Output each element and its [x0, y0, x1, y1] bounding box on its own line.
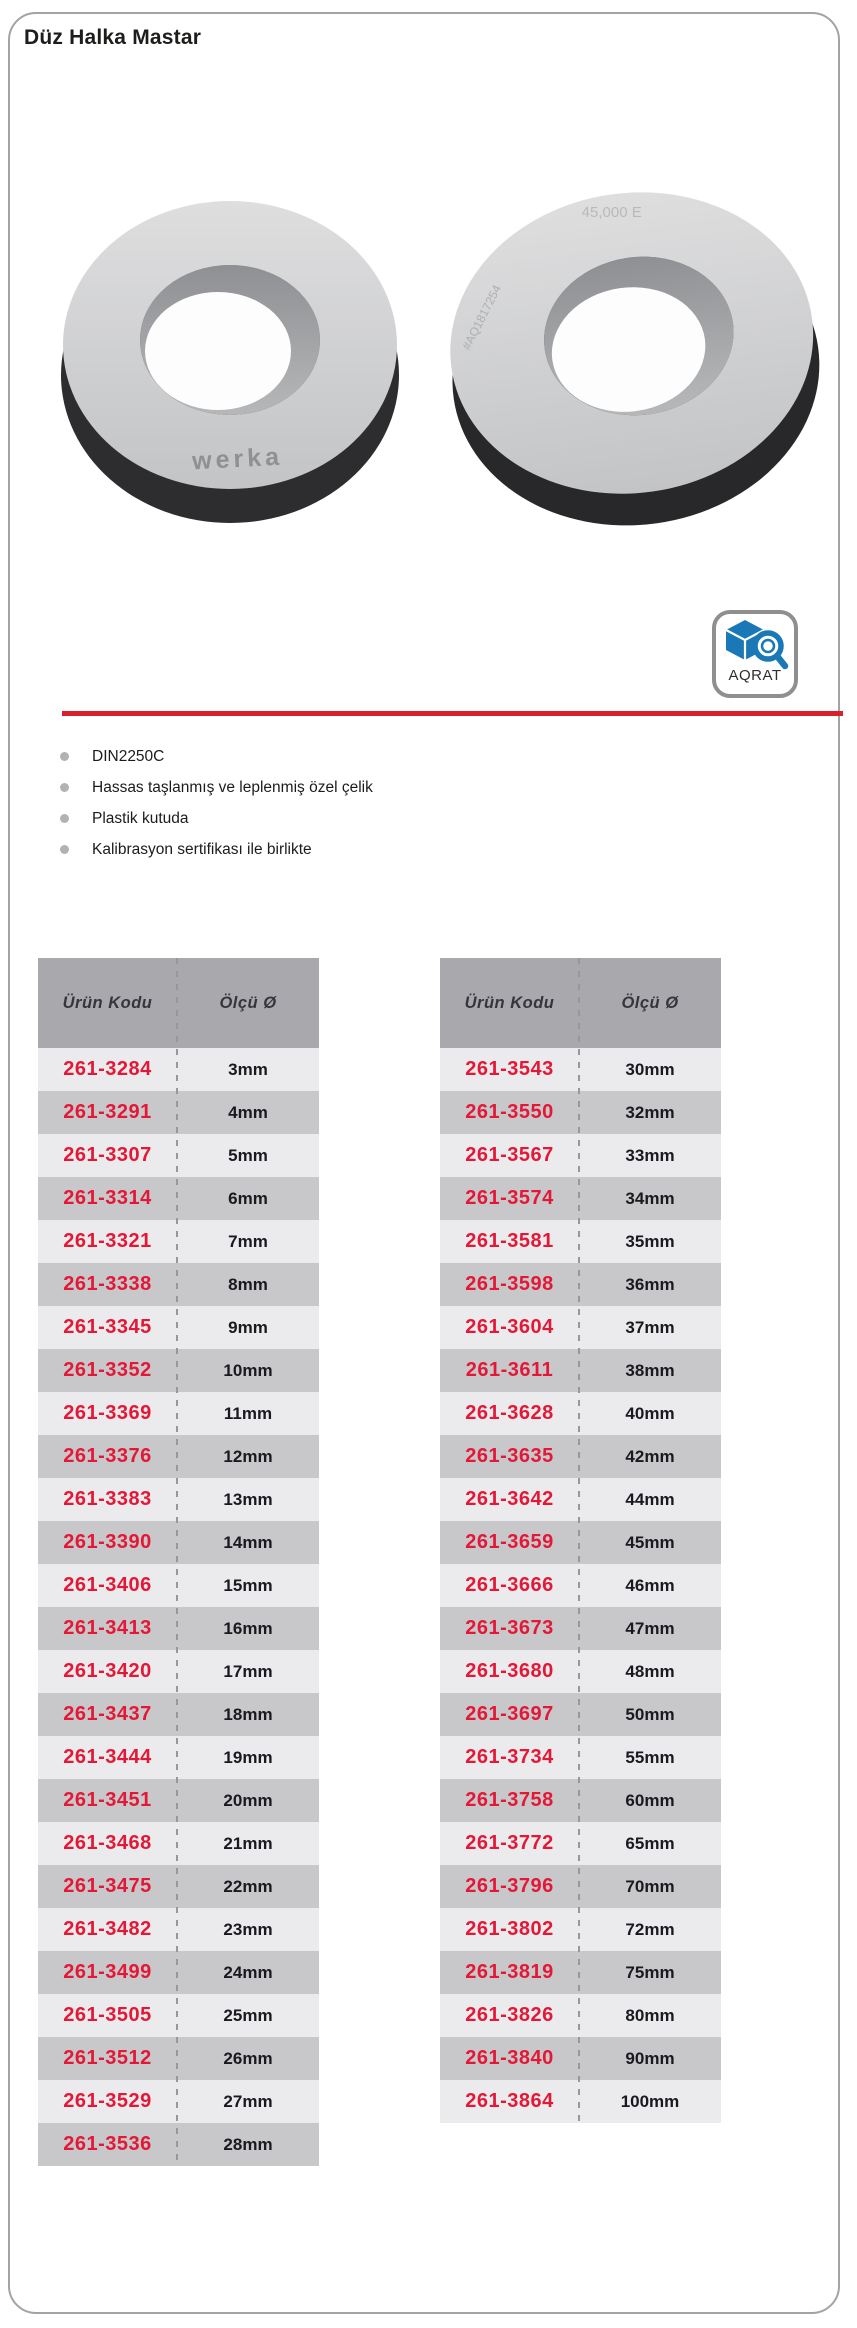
size-value: 90mm	[625, 2048, 675, 2068]
bullet-icon	[60, 783, 69, 792]
product-code: 261-3611	[465, 1359, 554, 1381]
product-code: 261-3581	[465, 1230, 554, 1252]
table-row	[38, 1994, 319, 2037]
table-row	[38, 1521, 319, 1564]
size-value: 72mm	[625, 1919, 675, 1939]
table-row	[440, 1392, 721, 1435]
size-value: 6mm	[228, 1188, 268, 1208]
table-row	[440, 1478, 721, 1521]
size-value: 17mm	[223, 1661, 273, 1681]
size-value: 18mm	[223, 1704, 273, 1724]
ring-brand-text: werka	[191, 442, 284, 476]
product-code: 261-3628	[465, 1402, 554, 1424]
product-code: 261-3536	[63, 2133, 152, 2155]
table-row	[38, 1478, 319, 1521]
product-code: 261-3291	[63, 1101, 152, 1123]
product-code: 261-3758	[465, 1789, 554, 1811]
size-value: 45mm	[625, 1532, 675, 1552]
product-code: 261-3697	[465, 1703, 554, 1725]
size-value: 9mm	[228, 1317, 268, 1337]
table-row	[38, 1865, 319, 1908]
product-code: 261-3321	[63, 1230, 152, 1252]
size-value: 35mm	[625, 1231, 675, 1251]
column-separator	[176, 958, 178, 2166]
table-row	[440, 1521, 721, 1564]
table-row	[38, 2080, 319, 2123]
table-row	[440, 1865, 721, 1908]
feature-text: DIN2250C	[92, 747, 165, 765]
product-code: 261-3307	[63, 1144, 152, 1166]
size-value: 55mm	[625, 1747, 675, 1767]
product-table-right	[440, 958, 721, 2123]
product-code: 261-3390	[63, 1531, 152, 1553]
size-value: 30mm	[625, 1059, 675, 1079]
table-row	[38, 1048, 319, 1091]
table-body	[38, 1048, 319, 2166]
size-value: 60mm	[625, 1790, 675, 1810]
table-row	[38, 1306, 319, 1349]
table-row	[38, 1392, 319, 1435]
feature-item	[60, 741, 373, 772]
ring-gauge-right	[429, 169, 830, 549]
product-code: 261-3338	[63, 1273, 152, 1295]
table-body	[440, 1048, 721, 2123]
product-code: 261-3529	[63, 2090, 152, 2112]
size-value: 44mm	[625, 1489, 675, 1509]
table-row	[440, 1994, 721, 2037]
bullet-icon	[60, 752, 69, 761]
feature-text: Plastik kutuda	[92, 809, 189, 827]
product-code: 261-3680	[465, 1660, 554, 1682]
size-value: 36mm	[625, 1274, 675, 1294]
ring-gauge-left	[61, 201, 399, 523]
product-code: 261-3451	[63, 1789, 152, 1811]
table-row	[38, 2123, 319, 2166]
table-row	[440, 1306, 721, 1349]
size-value: 23mm	[223, 1919, 273, 1939]
table-row	[38, 1822, 319, 1865]
size-value: 8mm	[228, 1274, 268, 1294]
product-code: 261-3482	[63, 1918, 152, 1940]
table-row	[38, 1177, 319, 1220]
size-value: 16mm	[223, 1618, 273, 1638]
product-code: 261-3505	[63, 2004, 152, 2026]
product-code: 261-3543	[465, 1058, 554, 1080]
product-code: 261-3567	[465, 1144, 554, 1166]
table-row	[38, 1779, 319, 1822]
aqrat-label: AQRAT	[728, 667, 782, 684]
table-row	[440, 1951, 721, 1994]
table-row	[440, 2037, 721, 2080]
product-code: 261-3659	[465, 1531, 554, 1553]
size-value: 12mm	[223, 1446, 273, 1466]
table-row	[38, 1908, 319, 1951]
feature-item	[60, 834, 373, 865]
table-row	[38, 1220, 319, 1263]
product-table-left	[38, 958, 319, 2166]
table-row	[440, 1779, 721, 1822]
aqrat-cube-magnifier-icon	[720, 616, 790, 670]
product-code: 261-3802	[465, 1918, 554, 1940]
product-code: 261-3864	[465, 2090, 554, 2112]
header-product-code: Ürün Kodu	[464, 993, 555, 1012]
size-value: 21mm	[223, 1833, 273, 1853]
column-separator	[578, 958, 580, 2123]
size-value: 47mm	[625, 1618, 675, 1638]
product-code: 261-3796	[465, 1875, 554, 1897]
size-value: 3mm	[228, 1059, 268, 1079]
product-code: 261-3444	[63, 1746, 152, 1768]
size-value: 37mm	[625, 1317, 675, 1337]
size-value: 10mm	[223, 1360, 273, 1380]
size-value: 38mm	[625, 1360, 675, 1380]
red-divider-rule	[62, 711, 843, 716]
size-value: 32mm	[625, 1102, 675, 1122]
size-value: 34mm	[625, 1188, 675, 1208]
size-value: 70mm	[625, 1876, 675, 1896]
table-row	[440, 1048, 721, 1091]
size-value: 20mm	[223, 1790, 273, 1810]
table-row	[440, 1650, 721, 1693]
size-value: 11mm	[223, 1403, 273, 1423]
table-row	[440, 1607, 721, 1650]
product-code: 261-3642	[465, 1488, 554, 1510]
size-value: 65mm	[625, 1833, 675, 1853]
product-code: 261-3468	[63, 1832, 152, 1854]
size-value: 15mm	[223, 1575, 273, 1595]
size-value: 14mm	[223, 1532, 273, 1552]
size-value: 4mm	[228, 1102, 268, 1122]
table-row	[440, 1091, 721, 1134]
product-code: 261-3413	[63, 1617, 152, 1639]
feature-list	[60, 741, 373, 865]
product-code: 261-3772	[465, 1832, 554, 1854]
table-row	[440, 1263, 721, 1306]
size-value: 5mm	[228, 1145, 268, 1165]
aqrat-logo	[712, 610, 798, 698]
size-value: 48mm	[625, 1661, 675, 1681]
bullet-icon	[60, 845, 69, 854]
table-row	[38, 1134, 319, 1177]
size-value: 26mm	[223, 2048, 273, 2068]
product-code: 261-3604	[465, 1316, 554, 1338]
table-row	[440, 1693, 721, 1736]
feature-text: Kalibrasyon sertifikası ile birlikte	[92, 840, 312, 858]
product-code: 261-3314	[63, 1187, 152, 1209]
product-code: 261-3345	[63, 1316, 152, 1338]
header-size: Ölçü Ø	[621, 993, 679, 1012]
feature-item	[60, 772, 373, 803]
size-value: 33mm	[625, 1145, 675, 1165]
header-product-code: Ürün Kodu	[62, 993, 153, 1012]
size-value: 27mm	[223, 2091, 273, 2111]
size-value: 100mm	[620, 2091, 680, 2111]
product-code: 261-3574	[465, 1187, 554, 1209]
product-code: 261-3475	[63, 1875, 152, 1897]
table-row	[440, 1177, 721, 1220]
product-code: 261-3819	[465, 1961, 554, 1983]
size-value: 7mm	[228, 1231, 268, 1251]
feature-text: Hassas taşlanmış ve leplenmiş özel çelik	[92, 778, 373, 796]
table-header	[440, 958, 721, 1048]
feature-item	[60, 803, 373, 834]
size-value: 13mm	[223, 1489, 273, 1509]
product-code: 261-3369	[63, 1402, 152, 1424]
table-row	[38, 1435, 319, 1478]
product-code: 261-3598	[465, 1273, 554, 1295]
table-row	[440, 1220, 721, 1263]
table-row	[38, 1564, 319, 1607]
table-row	[38, 1091, 319, 1134]
product-code: 261-3734	[465, 1746, 554, 1768]
product-code: 261-3512	[63, 2047, 152, 2069]
table-row	[440, 1435, 721, 1478]
product-code: 261-3673	[465, 1617, 554, 1639]
product-code: 261-3635	[465, 1445, 554, 1467]
table-row	[38, 1650, 319, 1693]
size-value: 50mm	[625, 1704, 675, 1724]
size-value: 25mm	[223, 2005, 273, 2025]
ring-serial-text: #AQ1817254	[459, 282, 504, 353]
size-value: 80mm	[625, 2005, 675, 2025]
product-code: 261-3826	[465, 2004, 554, 2026]
size-value: 22mm	[223, 1876, 273, 1896]
table-row	[440, 1908, 721, 1951]
size-value: 24mm	[223, 1962, 273, 1982]
page-title: Düz Halka Mastar	[24, 26, 202, 49]
table-row	[440, 1349, 721, 1392]
table-row	[38, 1607, 319, 1650]
bullet-icon	[60, 814, 69, 823]
size-value: 28mm	[223, 2134, 273, 2154]
size-value: 75mm	[625, 1962, 675, 1982]
table-row	[38, 1263, 319, 1306]
product-code: 261-3284	[63, 1058, 152, 1080]
product-code: 261-3376	[63, 1445, 152, 1467]
table-row	[38, 2037, 319, 2080]
size-value: 19mm	[223, 1747, 273, 1767]
table-row	[38, 1736, 319, 1779]
table-row	[440, 1564, 721, 1607]
product-photo-ring-gauges	[40, 123, 830, 568]
ring-engraving-text: 45,000 E	[581, 203, 642, 221]
header-size: Ölçü Ø	[219, 993, 277, 1012]
product-code: 261-3352	[63, 1359, 152, 1381]
product-code: 261-3383	[63, 1488, 152, 1510]
table-row	[440, 2080, 721, 2123]
table-row	[440, 1134, 721, 1177]
size-value: 46mm	[625, 1575, 675, 1595]
table-row	[440, 1736, 721, 1779]
product-code: 261-3406	[63, 1574, 152, 1596]
product-code: 261-3499	[63, 1961, 152, 1983]
product-code: 261-3437	[63, 1703, 152, 1725]
product-code: 261-3840	[465, 2047, 554, 2069]
product-code: 261-3666	[465, 1574, 554, 1596]
table-row	[38, 1349, 319, 1392]
table-row	[38, 1693, 319, 1736]
table-header	[38, 958, 319, 1048]
size-value: 40mm	[625, 1403, 675, 1423]
size-value: 42mm	[625, 1446, 675, 1466]
table-row	[38, 1951, 319, 1994]
table-row	[440, 1822, 721, 1865]
product-code: 261-3420	[63, 1660, 152, 1682]
product-code: 261-3550	[465, 1101, 554, 1123]
